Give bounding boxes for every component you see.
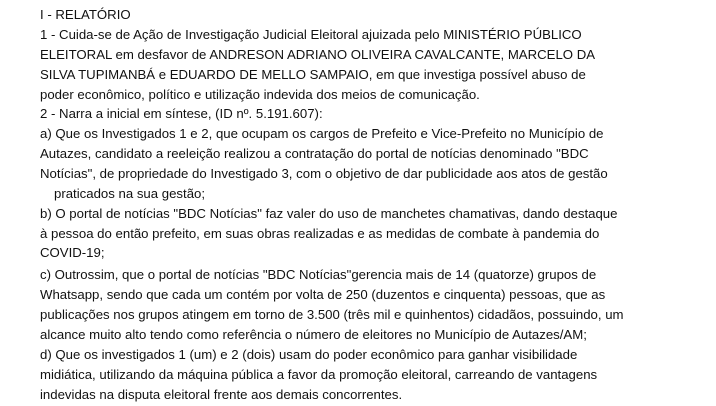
section-heading: I - RELATÓRIO — [40, 7, 131, 22]
paragraph-2-line-1: 2 - Narra a inicial em síntese, (ID nº. 5.191.607): — [40, 106, 323, 121]
item-c-line-3: publicações nos grupos atingem em torno de 3.500 (três mil e quinhentos) cidadãos, possuindo, um — [40, 307, 624, 322]
item-b-line-2: à pessoa do então prefeito, em suas obras realizadas e as medidas de combate à pandemia do — [40, 226, 600, 241]
item-c-line-1: c) Outrossim, que o portal de notícias "BDC Notícias"gerencia mais de 14 (quatorze) grupos de — [40, 267, 597, 282]
paragraph-1-line-4: poder econômico, político e utilização indevida dos meios de comunicação. — [40, 87, 480, 102]
paragraph-1-line-1: 1 - Cuida-se de Ação de Investigação Judicial Eleitoral ajuizada pelo MINISTÉRIO PÚBLICO — [40, 27, 582, 42]
item-a-line-1: a) Que os Investigados 1 e 2, que ocupam os cargos de Prefeito e Vice-Prefeito no Município de — [40, 126, 604, 141]
item-c-line-2: Whatsapp, sendo que cada um contém por volta de 250 (duzentos e cinquenta) pessoas, que as — [40, 287, 606, 302]
item-d-line-1: d) Que os investigados 1 (um) e 2 (dois) usam do poder econômico para ganhar visibilidade — [40, 347, 578, 362]
item-c-line-4: alcance muito alto tendo como referência o número de eleitores no Município de Autazes/AM; — [40, 327, 587, 342]
paragraph-1-line-2: ELEITORAL em desfavor de ANDRESON ADRIANO OLIVEIRA CAVALCANTE, MARCELO DA — [40, 47, 596, 62]
item-a-line-3: Notícias", de propriedade do Investigado 3, com o objetivo de dar publicidade aos atos de gestão — [40, 166, 608, 181]
paragraph-1-line-3: SILVA TUPIMANBÁ e EDUARDO DE MELLO SAMPAIO, em que investiga possível abuso de — [40, 67, 586, 82]
item-a-line-2: Autazes, candidato a reeleição realizou a contratação do portal de notícias denominado "BDC — [40, 146, 589, 161]
item-a-line-4: praticados na sua gestão; — [54, 186, 206, 201]
item-d-line-3: indevidas na disputa eleitoral frente aos demais concorrentes. — [40, 387, 403, 402]
item-b-line-1: b) O portal de notícias "BDC Notícias" faz valer do uso de manchetes chamativas, dando destaque — [40, 206, 618, 221]
item-d-line-2: midiática, utilizando da máquina pública a favor da promoção eleitoral, carreando de vantagens — [40, 367, 598, 382]
item-b-line-3: COVID-19; — [40, 245, 105, 260]
